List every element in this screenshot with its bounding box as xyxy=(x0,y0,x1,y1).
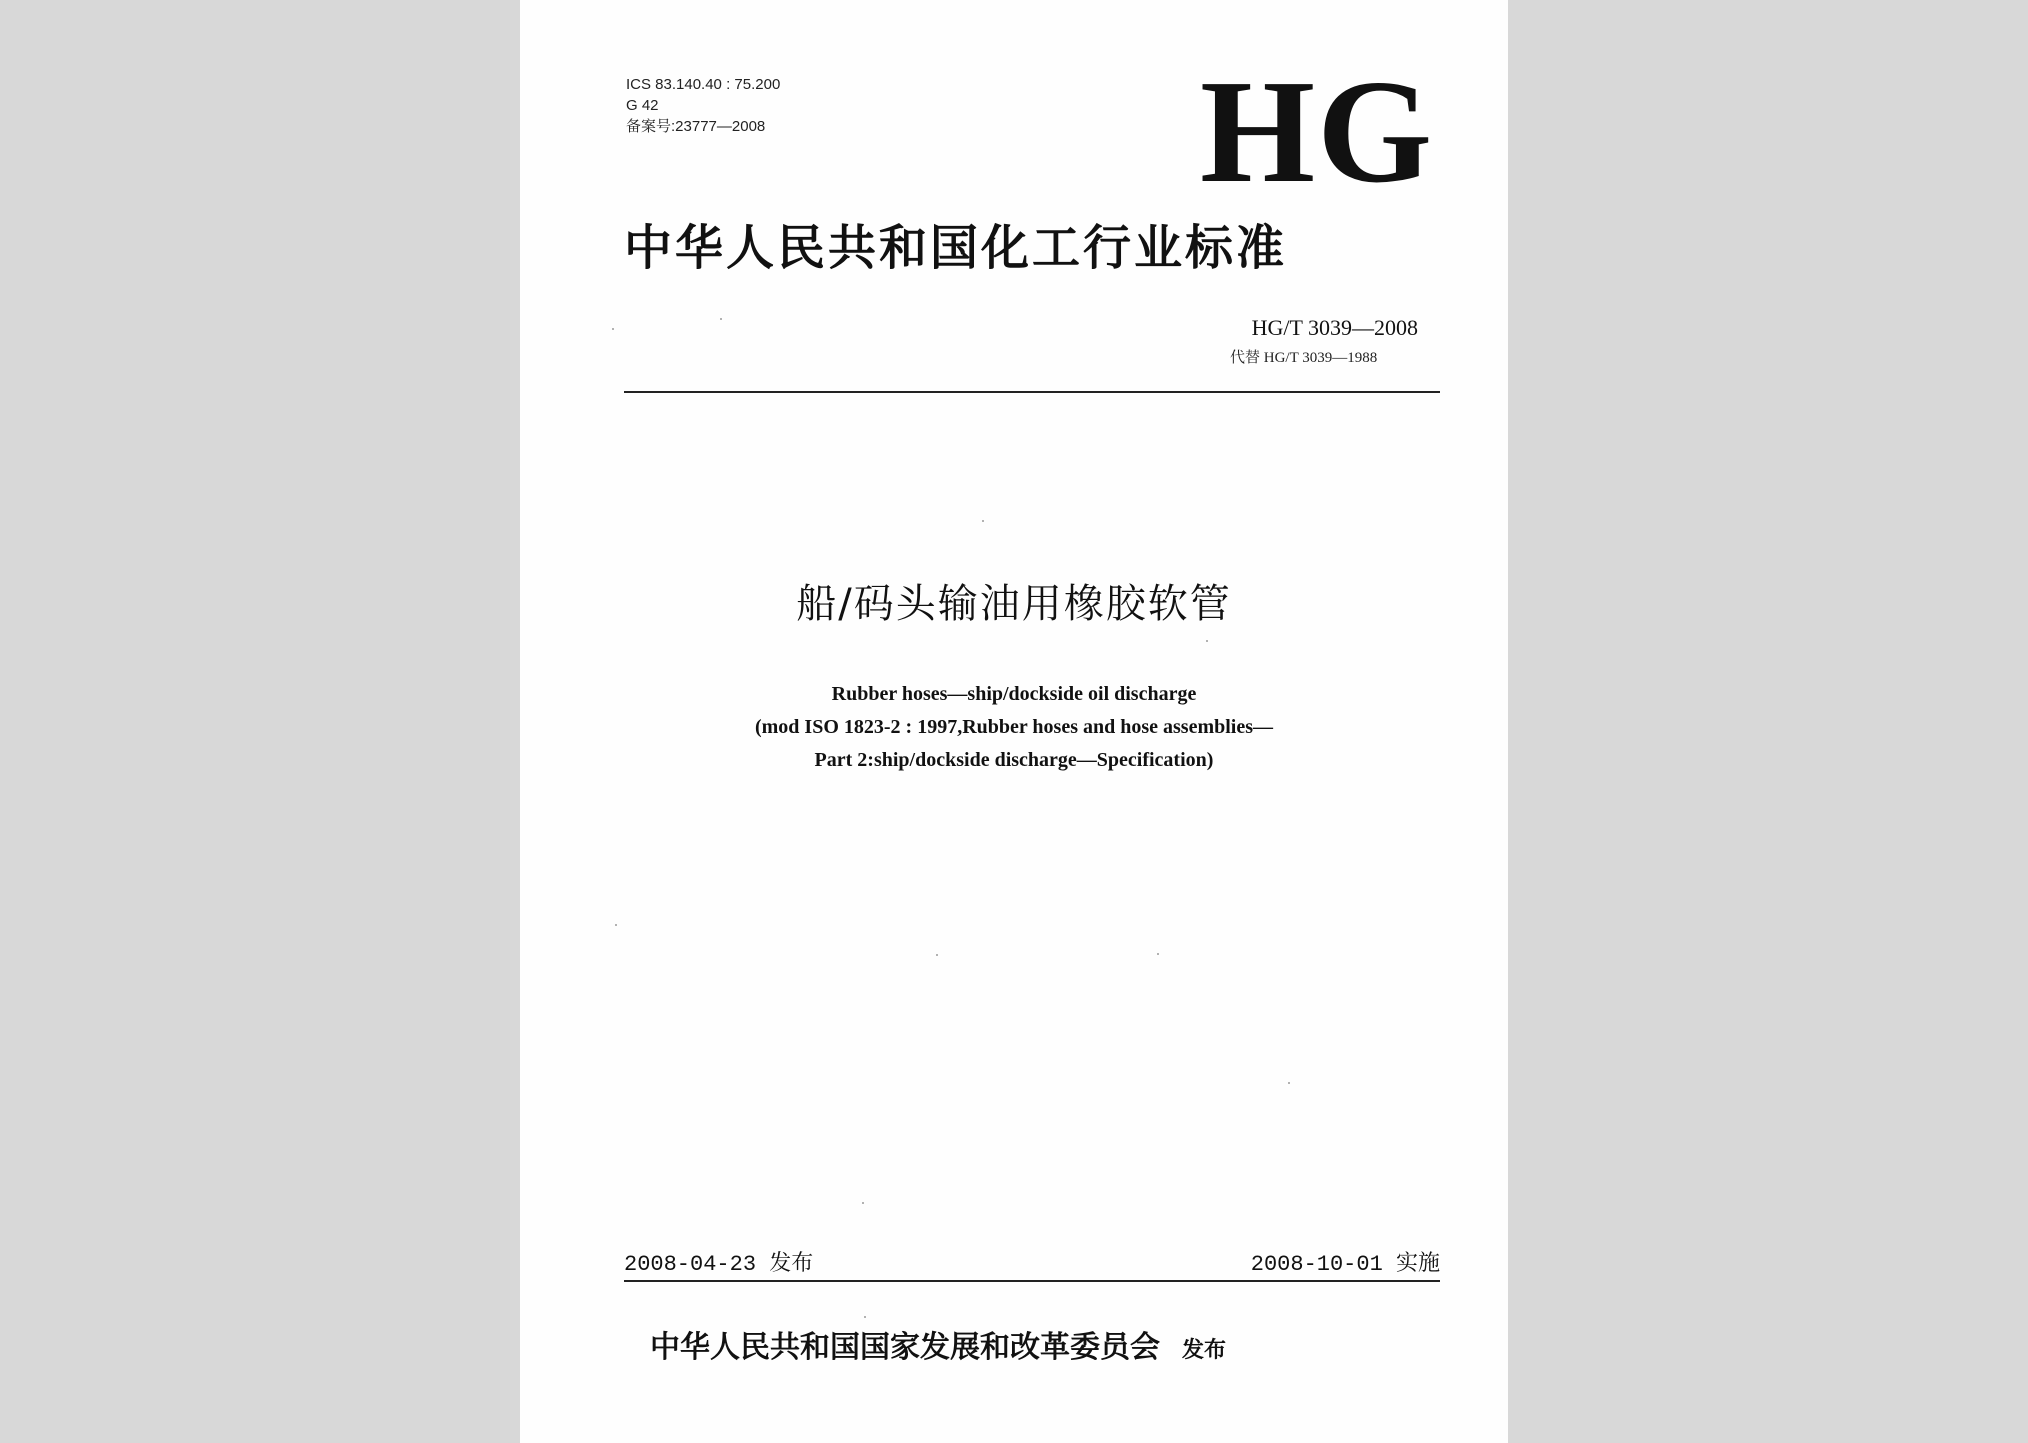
scan-speck xyxy=(1288,1082,1290,1084)
classification-block xyxy=(626,74,780,137)
standard-title: 中华人民共和国化工行业标准 xyxy=(624,220,1288,276)
scan-speck xyxy=(864,1316,866,1318)
issue-date: 2008-04-23 发布 xyxy=(624,1252,814,1277)
hg-logo: HG xyxy=(1200,50,1435,214)
scan-speck xyxy=(1206,640,1208,642)
scan-speck xyxy=(615,924,617,926)
scan-speck xyxy=(982,520,984,522)
ics-code: ICS 83.140.40 : 75.200 xyxy=(626,76,781,93)
scan-speck xyxy=(612,328,614,330)
document-title-cn: 船/码头输油用橡胶软管 xyxy=(796,581,1232,627)
bottom-divider xyxy=(624,1280,1440,1282)
implementation-date: 2008-10-01 实施 xyxy=(1250,1252,1440,1277)
record-number: 备案号:23777—2008 xyxy=(626,118,766,135)
dates-row xyxy=(624,1250,1440,1280)
standard-number: HG/T 3039—2008 xyxy=(1251,315,1418,340)
publisher-name: 中华人民共和国国家发展和改革委员会 xyxy=(650,1330,1160,1365)
scan-speck xyxy=(936,954,938,956)
top-divider xyxy=(624,391,1440,393)
title-en-line: Rubber hoses—ship/dockside oil discharge xyxy=(831,683,1197,705)
scan-speck xyxy=(1157,953,1159,955)
title-en-line: (mod ISO 1823-2 : 1997,Rubber hoses and hose assemblies— xyxy=(754,716,1274,738)
scan-speck xyxy=(720,318,722,320)
document-title-en xyxy=(520,678,1508,777)
replaces-note: 代替 HG/T 3039—1988 xyxy=(1230,350,1378,366)
publisher-suffix: 发布 xyxy=(1182,1338,1227,1363)
scan-speck xyxy=(862,1202,864,1204)
ccs-code: G 42 xyxy=(626,97,659,114)
publisher-line xyxy=(650,1328,1430,1371)
title-en-line: Part 2:ship/dockside discharge—Specification) xyxy=(814,749,1214,771)
document-page xyxy=(520,0,1508,1443)
